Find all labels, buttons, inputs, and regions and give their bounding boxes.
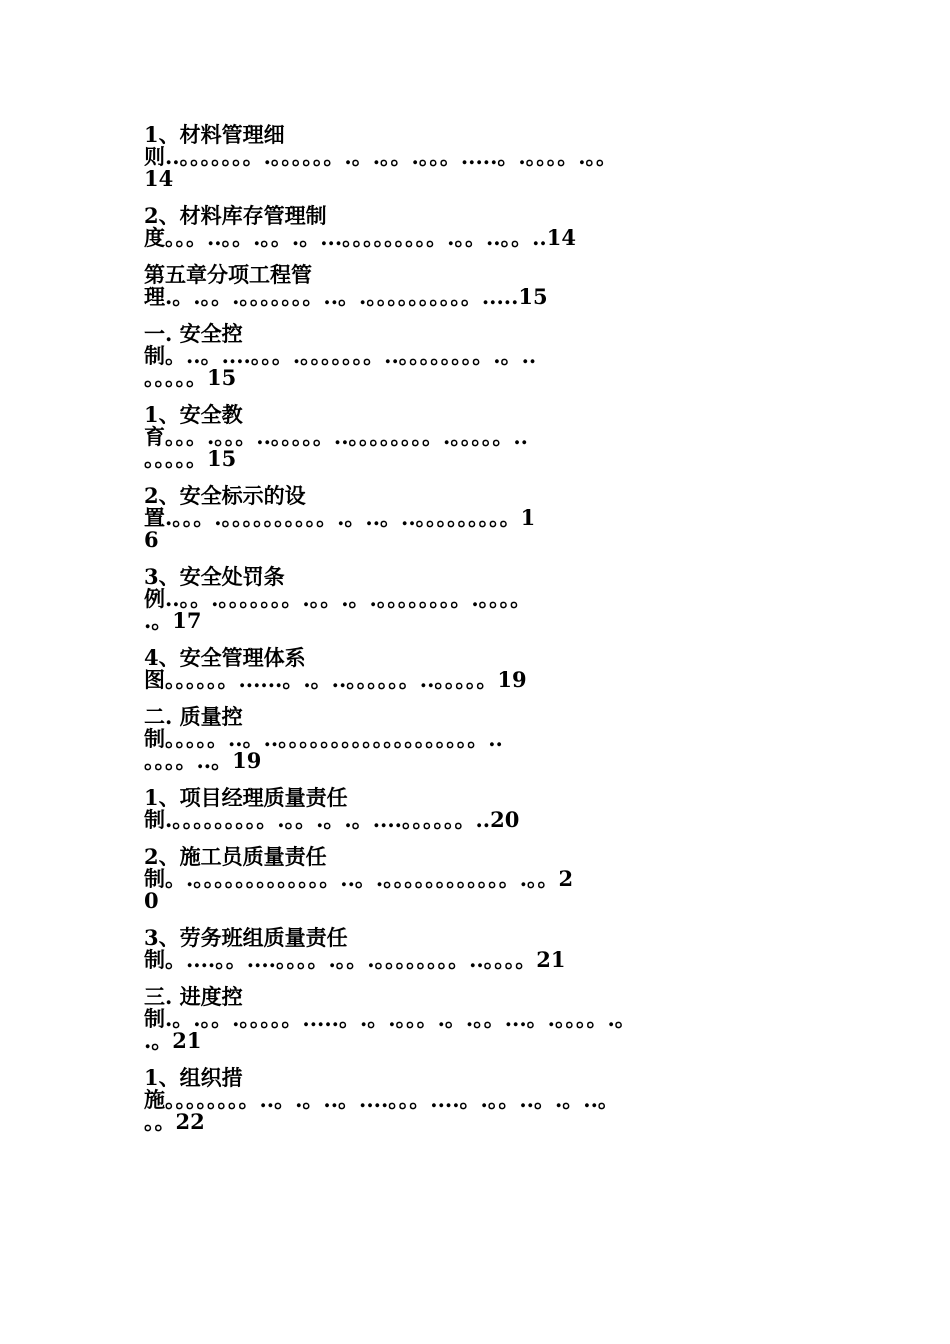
toc-page-number: 6 [144, 527, 159, 552]
toc-entry-organization-measures[interactable] [144, 1067, 814, 1133]
toc-title: 1、项目经理质量责任 [144, 785, 348, 810]
toc-entry-chapter-five[interactable] [144, 264, 814, 308]
toc-page-number: 0 [144, 888, 159, 913]
toc-title: 三. 进度控 [144, 984, 243, 1009]
toc-leader: 则..。。。。。。。.。。。。。。.。.。。.。。。.....。.。。。。.。。 [144, 144, 618, 169]
toc-leader: 育。。。.。。。..。。。。。..。。。。。。。。.。。。。。.. [144, 424, 528, 449]
toc-leader: 施。。。。。。。。..。.。..。....。。。....。.。。..。.。..。 [144, 1087, 619, 1112]
toc-title: 一. 安全控 [144, 321, 243, 346]
toc-entry-pm-quality[interactable] [144, 787, 814, 831]
table-of-contents [144, 124, 814, 1148]
toc-leader: 制。..。....。。。.。。。。。。。..。。。。。。。。.。.. [144, 343, 537, 368]
toc-leader: 图。。。。。。......。.。..。。。。。。..。。。。。19 [144, 667, 527, 692]
toc-entry-material-inventory[interactable] [144, 205, 814, 249]
toc-leader: 制。。。。。..。..。。。。。。。。。。。。。。。。。。。.. [144, 726, 503, 751]
toc-title: 3、劳务班组质量责任 [144, 925, 348, 950]
toc-entry-safety-control[interactable] [144, 323, 814, 389]
toc-title: 3、安全处罚条 [144, 564, 285, 589]
toc-entry-schedule-control[interactable] [144, 986, 814, 1052]
toc-leader: 度。。。..。。.。。.。...。。。。。。。。。.。。..。。..14 [144, 225, 576, 250]
toc-title: 4、安全管理体系 [144, 645, 306, 670]
toc-leader: 制.。。。。。。。。。.。。.。.。....。。。。。。..20 [144, 807, 520, 832]
toc-entry-material-rules[interactable] [144, 124, 814, 190]
toc-entry-safety-education[interactable] [144, 404, 814, 470]
toc-title: 2、施工员质量责任 [144, 844, 327, 869]
toc-entry-builder-quality[interactable] [144, 846, 814, 912]
toc-leader: 制。....。。....。。。。.。。.。。。。。。。。..。。。。21 [144, 947, 566, 972]
toc-page-number: 。。。。..。19 [144, 748, 262, 773]
toc-page-number: 14 [144, 166, 174, 191]
toc-leader: 制。.。。。。。。。。。。。。。..。.。。。。。。。。。。。。.。。2 [144, 866, 574, 891]
toc-title: 1、材料管理细 [144, 122, 285, 147]
toc-leader: 理.。.。。.。。。。。。。..。.。。。。。。。。。。.....15 [144, 284, 548, 309]
toc-page-number: .。17 [144, 608, 202, 633]
toc-title: 二. 质量控 [144, 704, 243, 729]
toc-title: 第五章分项工程管 [144, 262, 312, 287]
toc-title: 2、安全标示的设 [144, 483, 306, 508]
toc-entry-safety-penalty[interactable] [144, 566, 814, 632]
toc-title: 1、安全教 [144, 402, 243, 427]
toc-leader: 制.。.。。.。。。。。.....。.。.。。。.。.。。...。.。。。。.。 [144, 1006, 636, 1031]
toc-title: 1、组织措 [144, 1065, 243, 1090]
toc-title: 2、材料库存管理制 [144, 203, 327, 228]
toc-entry-quality-control[interactable] [144, 706, 814, 772]
toc-leader: 置.。。。.。。。。。。。。。。.。..。..。。。。。。。。。1 [144, 505, 536, 530]
toc-leader: 例..。。.。。。。。。。.。。.。.。。。。。。。。.。。。。 [144, 586, 532, 611]
toc-page-number: 。。22 [144, 1109, 205, 1134]
toc-page-number: .。21 [144, 1028, 202, 1053]
toc-entry-labor-quality[interactable] [144, 927, 814, 971]
toc-entry-safety-signs[interactable] [144, 485, 814, 551]
toc-entry-safety-system-chart[interactable] [144, 647, 814, 691]
toc-page-number: 。。。。。15 [144, 365, 237, 390]
toc-page-number: 。。。。。15 [144, 446, 237, 471]
